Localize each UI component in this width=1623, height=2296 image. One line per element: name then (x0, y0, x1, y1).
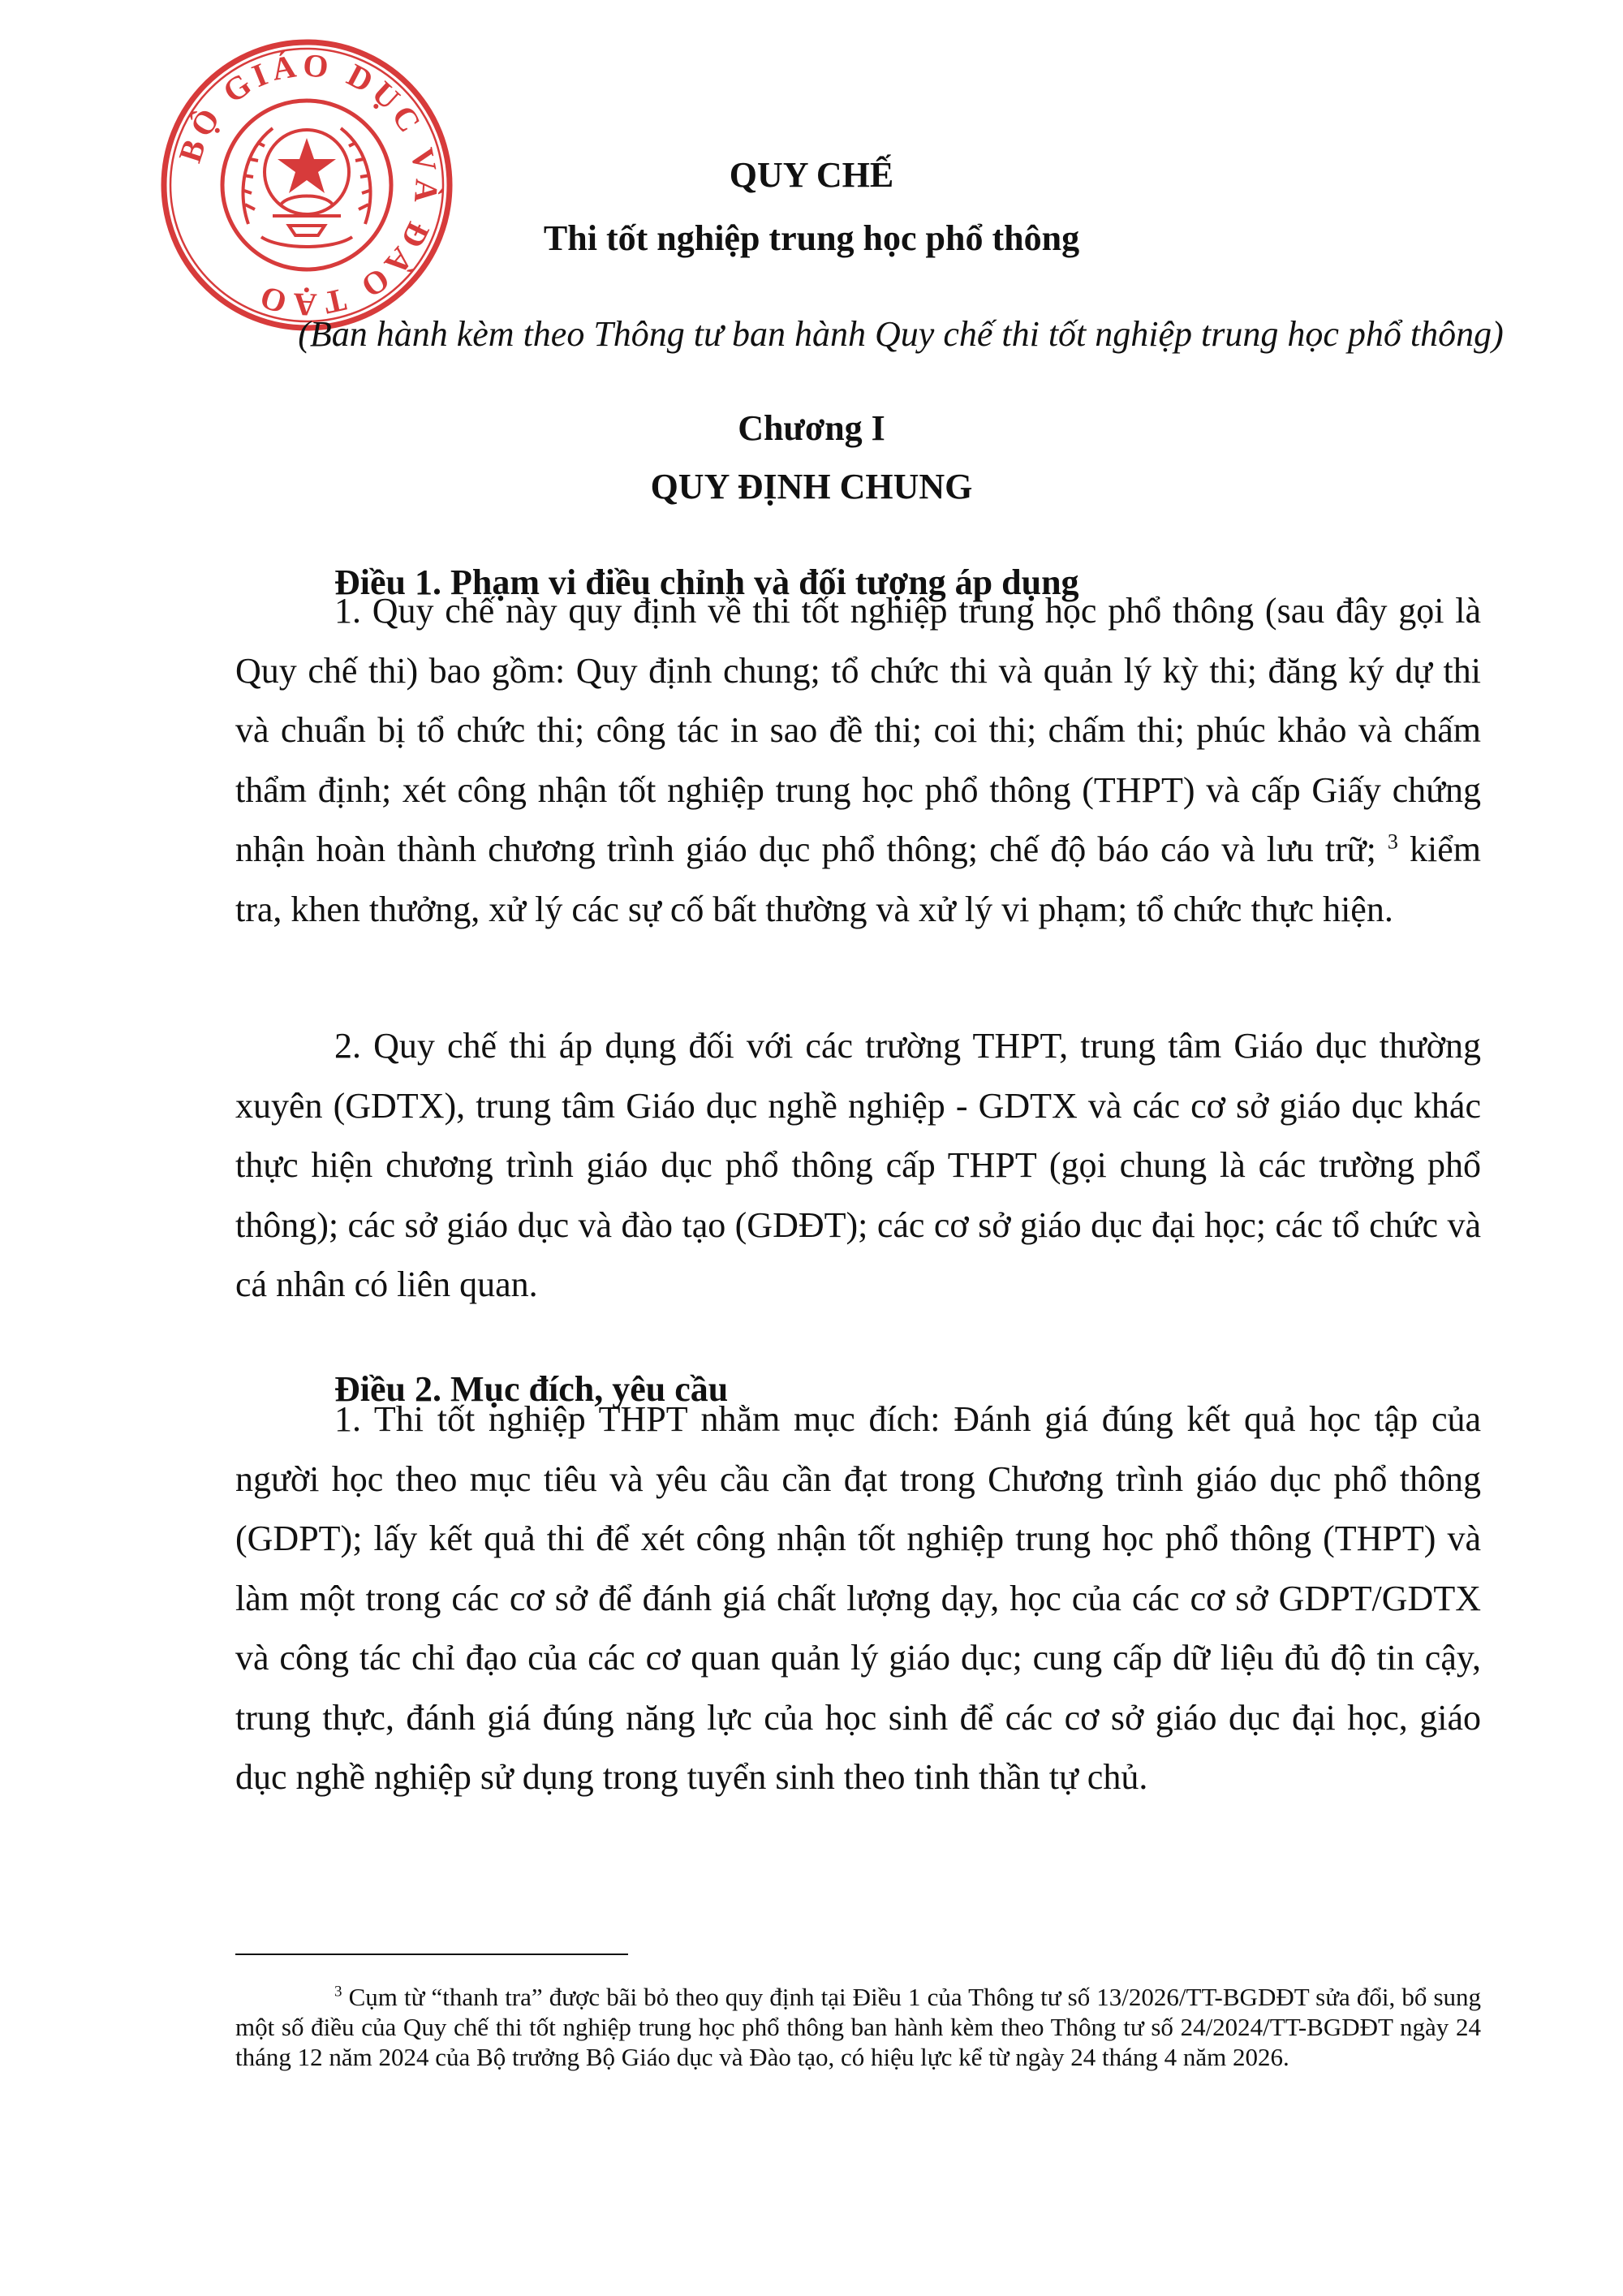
seal-ring-text: BỘ GIÁO DỤC VÀ ĐÀO TẠO (171, 46, 446, 324)
article-1-clause-1 (235, 581, 1481, 939)
article-2-clause-1: 1. Thi tốt nghiệp THPT nhằm mục đích: Đánh giá đúng kết quả học tập của người học theo mục tiêu và yêu cầu cần đạt trong Chương trình giáo dục phổ thông (GDPT); lấy kết quả thi để xét công nhận tốt nghiệp trung học phổ thông (THPT) và làm một trong các cơ sở để đánh giá chất lượng dạy, học của các cơ sở GDPT/GDTX và công tác chỉ đạo của các cơ quan quản lý giáo dục; cung cấp dữ liệu đủ độ tin cậy, trung thực, đánh giá đúng năng lực của học sinh để các cơ sở giáo dục đại học, giáo dục nghề nghiệp sử dụng trong tuyển sinh theo tinh thần tự chủ. (235, 1399, 1481, 1797)
document-subtitle: Thi tốt nghiệp trung học phổ thông (543, 218, 1080, 258)
article-1-clause-2: 2. Quy chế thi áp dụng đối với các trường THPT, trung tâm Giáo dục thường xuyên (GDTX), trung tâm Giáo dục nghề nghiệp - GDTX và các cơ sở giáo dục khác thực hiện chương trình giáo dục phổ thông cấp THPT (gọi chung là các trường phổ thông); các sở giáo dục và đào tạo (GDĐT); các cơ sở giáo dục đại học; các tổ chức và cá nhân có liên quan. (235, 1026, 1481, 1304)
footnote-reference[interactable]: 3 (1387, 829, 1398, 854)
chapter-number: Chương I (738, 408, 885, 448)
article-1-heading: Điều 1. Phạm vi điều chỉnh và đối tượng áp dụng (334, 562, 1079, 602)
article-1-clause-1-text: 1. Quy chế này quy định về thi tốt nghiệp trung học phổ thông (sau đây gọi là Quy chế thi) bao gồm: Quy định chung; tổ chức thi và quản lý kỳ thi; đăng ký dự thi và chuẩn bị tổ chức thi; công tác in sao đề thi; coi thi; chấm thi; phúc khảo và chấm thẩm định; xét công nhận tốt nghiệp trung học phổ thông (THPT) và cấp Giấy chứng nhận hoàn thành chương trình giáo dục phổ thông; chế độ báo cáo và lưu trữ; (235, 591, 1481, 869)
footnote-number: 3 (334, 1983, 342, 2001)
footnote-text: Cụm từ “thanh tra” được bãi bỏ theo quy định tại Điều 1 của Thông tư số 13/2026/TT-BGDĐT sửa đổi, bổ sung một số điều của Quy chế thi tốt nghiệp trung học phổ thông ban hành kèm theo Thông tư số 24/2024/TT-BGDĐT ngày 24 tháng 12 năm 2024 của Bộ trưởng Bộ Giáo dục và Đào tạo, có hiệu lực kể từ ngày 24 tháng 4 năm 2026. (235, 1983, 1482, 2071)
issued-with-note: (Ban hành kèm theo Thông tư ban hành Quy chế thi tốt nghiệp trung học phổ thông) (298, 314, 1504, 354)
article-1-clause-1-continuation: kiểm tra, khen thưởng, xử lý các sự cố bất thường và xử lý vi phạm; tổ chức thực hiện. (235, 829, 1481, 929)
footnote (235, 1982, 1481, 2072)
chapter-title: QUY ĐỊNH CHUNG (650, 467, 973, 506)
footnote-divider (235, 1954, 628, 1955)
document-title: QUY CHẾ (729, 155, 894, 195)
article-2-heading: Điều 2. Mục đích, yêu cầu (334, 1369, 729, 1409)
